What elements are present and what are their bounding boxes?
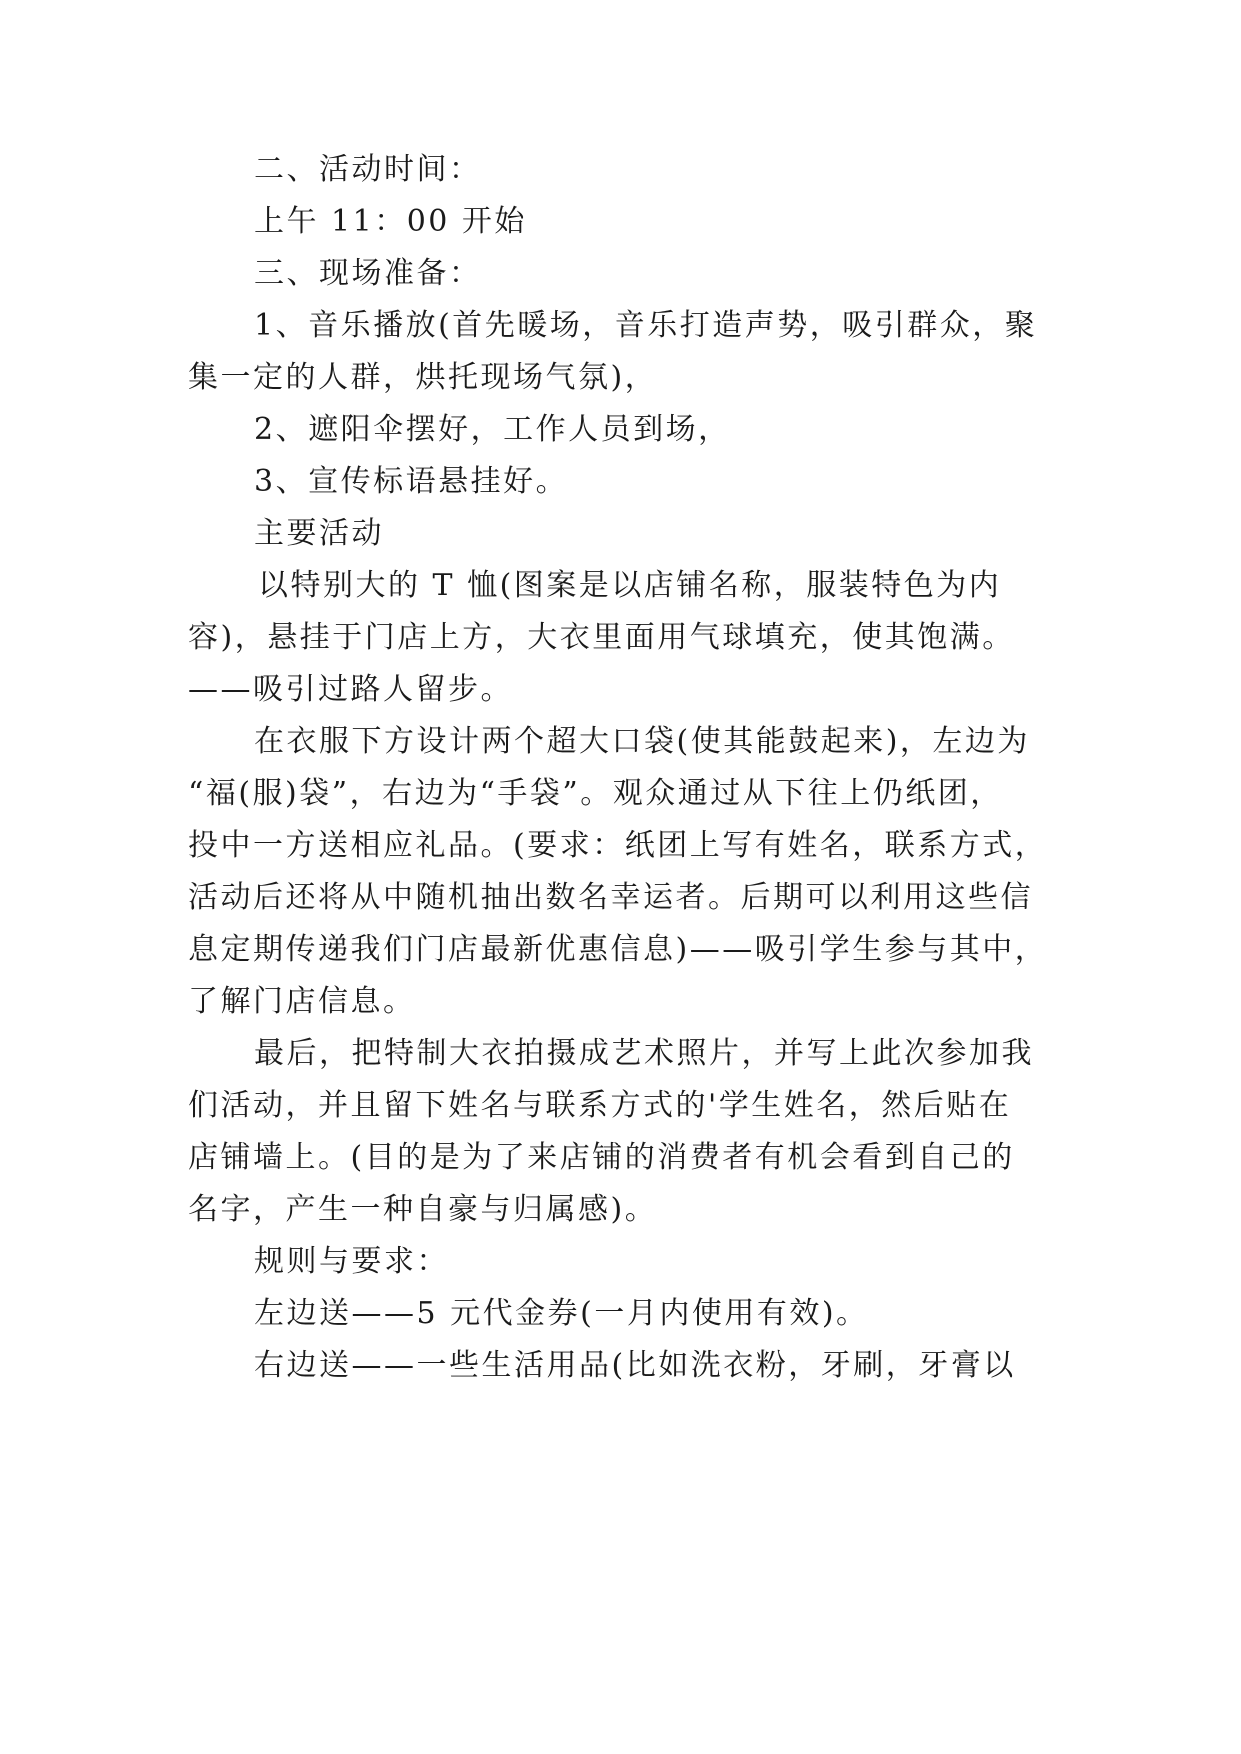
- text-line: 了解门店信息。: [188, 984, 416, 1019]
- text-line: 在衣服下方设计两个超大口袋(使其能鼓起来)，左边为: [254, 724, 1030, 759]
- section-heading-rules: 规则与要求：: [254, 1244, 449, 1279]
- text-line: 名字，产生一种自豪与归属感)。: [188, 1192, 658, 1227]
- text-line: 以特别大的 T 恤(图案是以店铺名称，服装特色为内: [258, 568, 1002, 603]
- text-line: 容)，悬挂于门店上方，大衣里面用气球填充，使其饱满。: [188, 620, 1015, 655]
- text-line: 们活动，并且留下姓名与联系方式的'学生姓名，然后贴在: [188, 1088, 1012, 1123]
- text-line: 店铺墙上。(目的是为了来店铺的消费者有机会看到自己的: [188, 1140, 1015, 1175]
- text-line: 左边送——5 元代金券(一月内使用有效)。: [254, 1296, 869, 1331]
- text-line: 最后，把特制大衣拍摄成艺术照片，并写上此次参加我: [254, 1036, 1034, 1071]
- text-line: 上午 11：00 开始: [254, 204, 527, 239]
- text-line: 右边送——一些生活用品(比如洗衣粉，牙刷，牙膏以: [254, 1348, 1016, 1383]
- section-heading-preparation: 三、现场准备：: [254, 256, 482, 291]
- section-heading-time: 二、活动时间：: [254, 152, 482, 187]
- text-line: 活动后还将从中随机抽出数名幸运者。后期可以利用这些信: [188, 880, 1033, 915]
- text-line: 投中一方送相应礼品。(要求：纸团上写有姓名，联系方式，: [188, 828, 1048, 863]
- section-heading-main-activity: 主要活动: [254, 516, 384, 551]
- text-line: ——吸引过路人留步。: [188, 672, 513, 707]
- text-line: 3、宣传标语悬挂好。: [254, 464, 569, 499]
- text-line: “福(服)袋”，右边为“手袋”。观众通过从下往上仍纸团，: [188, 776, 1003, 811]
- text-line: 1、音乐播放(首先暖场，音乐打造声势，吸引群众，聚: [254, 308, 1038, 343]
- text-line: 集一定的人群，烘托现场气氛)，: [188, 360, 658, 395]
- text-line: 息定期传递我们门店最新优惠信息)——吸引学生参与其中，: [188, 932, 1048, 967]
- text-line: 2、遮阳伞摆好，工作人员到场，: [254, 412, 731, 447]
